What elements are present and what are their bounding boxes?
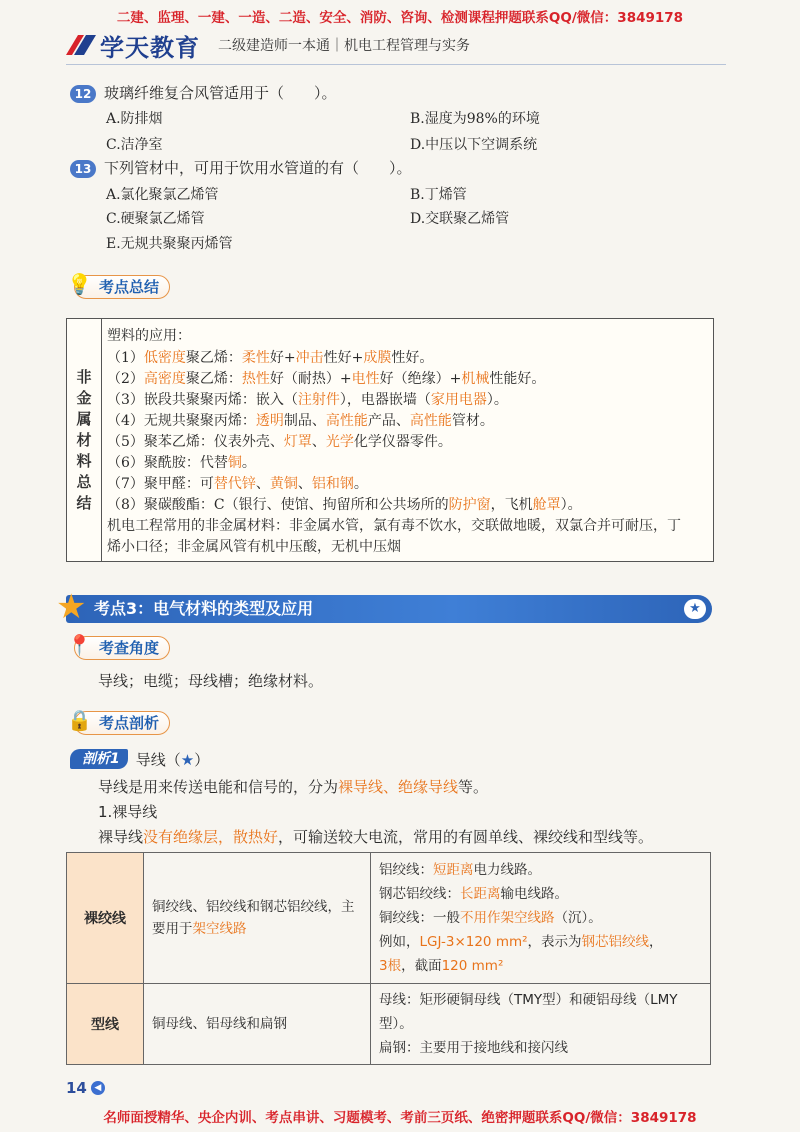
book-subtitle: 二级建造师一本通｜机电工程管理与实务 <box>218 38 470 54</box>
arrow-left-icon: ◀ <box>91 1081 105 1095</box>
table-cell: 铜绞线、铝绞线和钢芯铝绞线，主要用于架空线路 <box>144 853 371 984</box>
summary-line: （1）低密度聚乙烯：柔性好+冲击性好+成膜性好。 <box>107 350 434 366</box>
summary-line: （6）聚酰胺：代替铜。 <box>107 455 256 471</box>
lock-icon: 🔒 <box>67 708 92 732</box>
table-cell: 铝绞线：短距离电力线路。 钢芯铝绞线：长距离输电线路。 铜绞线：一般不用作架空线路（沉）。 例如，LGJ-3×120 mm²，表示为钢芯铝绞线， 3根，截面120 mm² <box>371 853 711 984</box>
option-c: C.洁净室 <box>106 137 163 153</box>
brand-header <box>66 30 470 60</box>
summary-intro: 塑料的应用： <box>107 328 191 344</box>
row-header: 型线 <box>67 984 144 1065</box>
option-d: D.中压以下空调系统 <box>410 137 538 153</box>
wire-table <box>66 852 711 1065</box>
question-number-badge: 12 <box>70 85 96 103</box>
summary-line: 烯小口径；非金属风管有机中压酸，无机中压烟 <box>107 539 401 555</box>
summary-box <box>66 318 714 562</box>
summary-tag <box>67 272 170 300</box>
table-row <box>67 853 711 984</box>
top-contact-banner: 二建、监理、一建、一造、二造、安全、消防、咨询、检测课程押题联系QQ/微信：3849178 <box>116 10 684 26</box>
star-rating-badge: ★ <box>684 599 706 619</box>
row-header: 裸绞线 <box>67 853 144 984</box>
analysis-title: 导线（★） <box>135 750 210 769</box>
page-number: 14 ◀ <box>66 1078 105 1098</box>
summary-line: （8）聚碳酸酯：C（银行、使馆、拘留所和公共场所的防护窗，飞机舱罩）。 <box>107 497 582 513</box>
brand-name: 学天教育 <box>100 33 200 62</box>
option-b: B.湿度为98%的环境 <box>410 111 540 127</box>
paragraph: 裸导线没有绝缘层，散热好，可输送较大电流，常用的有圆单线、裸绞线和型线等。 <box>98 828 654 846</box>
option-c: C.硬聚氯乙烯管 <box>106 211 205 227</box>
summary-line: （5）聚苯乙烯：仪表外壳、灯罩、光学化学仪器零件。 <box>107 434 452 450</box>
subheading: 1.裸导线 <box>98 803 158 821</box>
summary-line: （3）嵌段共聚聚丙烯：嵌入（注射件），电器嵌墙（家用电器）。 <box>107 392 508 408</box>
paragraph: 导线是用来传送电能和信号的，分为裸导线、绝缘导线等。 <box>98 778 489 796</box>
pin-icon: 📍 <box>67 633 92 657</box>
question-number-badge: 13 <box>70 160 96 178</box>
analysis-heading <box>70 748 209 770</box>
star-icon: ★ <box>180 750 195 769</box>
summary-line: 机电工程常用的非金属材料：非金属水管，氯有毒不饮水，交联做地暖，双氯合并可耐压，丁 <box>107 518 681 534</box>
bottom-contact-banner: 名师面授精华、央企内训、考点串讲、习题模考、考前三页纸、绝密押题联系QQ/微信：3849178 <box>103 1110 697 1126</box>
analysis-label: 剖析1 <box>70 749 128 769</box>
table-row <box>67 984 711 1065</box>
summary-line: （7）聚甲醛：可替代锌、黄铜、铝和钢。 <box>107 476 368 492</box>
header-divider <box>66 64 726 65</box>
summary-tag-label: 考点总结 <box>99 278 160 296</box>
star-icon: ★ <box>56 587 87 627</box>
option-a: A.防排烟 <box>106 111 163 127</box>
table-cell: 母线：矩形硬铜母线（TMY型）和硬铝母线（LMY型）。 扁钢：主要用于接地线和接闪线 <box>371 984 711 1065</box>
brand-logo-icon <box>66 33 96 57</box>
summary-line: （2）高密度聚乙烯：热性好（耐热）+电性好（绝缘）+机械性能好。 <box>107 371 546 387</box>
summary-line: （4）无规共聚聚丙烯：透明制品、高性能产品、高性能管材。 <box>107 413 494 429</box>
question-stem: 下列管材中，可用于饮用水管道的有（ ）。 <box>104 159 412 177</box>
option-a: A.氯化聚氯乙烯管 <box>106 187 219 203</box>
option-e: E.无规共聚聚丙烯管 <box>106 236 233 252</box>
option-b: B.丁烯管 <box>410 187 467 203</box>
analysis-tag <box>67 708 170 736</box>
lightbulb-icon: 💡 <box>67 272 92 296</box>
summary-side-title: 非 金 属 材 料 总 结 <box>67 319 102 561</box>
option-d: D.交联聚乙烯管 <box>410 211 510 227</box>
table-cell: 铜母线、铝母线和扁钢 <box>144 984 371 1065</box>
section-title: 考点3：电气材料的类型及应用 <box>94 599 314 618</box>
section-banner <box>56 587 712 627</box>
angle-text: 导线；电缆；母线槽；绝缘材料。 <box>98 672 324 690</box>
analysis-tag-label: 考点剖析 <box>99 714 160 732</box>
question-stem: 玻璃纤维复合风管适用于（ ）。 <box>104 84 337 102</box>
angle-tag <box>67 633 170 661</box>
angle-tag-label: 考查角度 <box>99 639 160 657</box>
